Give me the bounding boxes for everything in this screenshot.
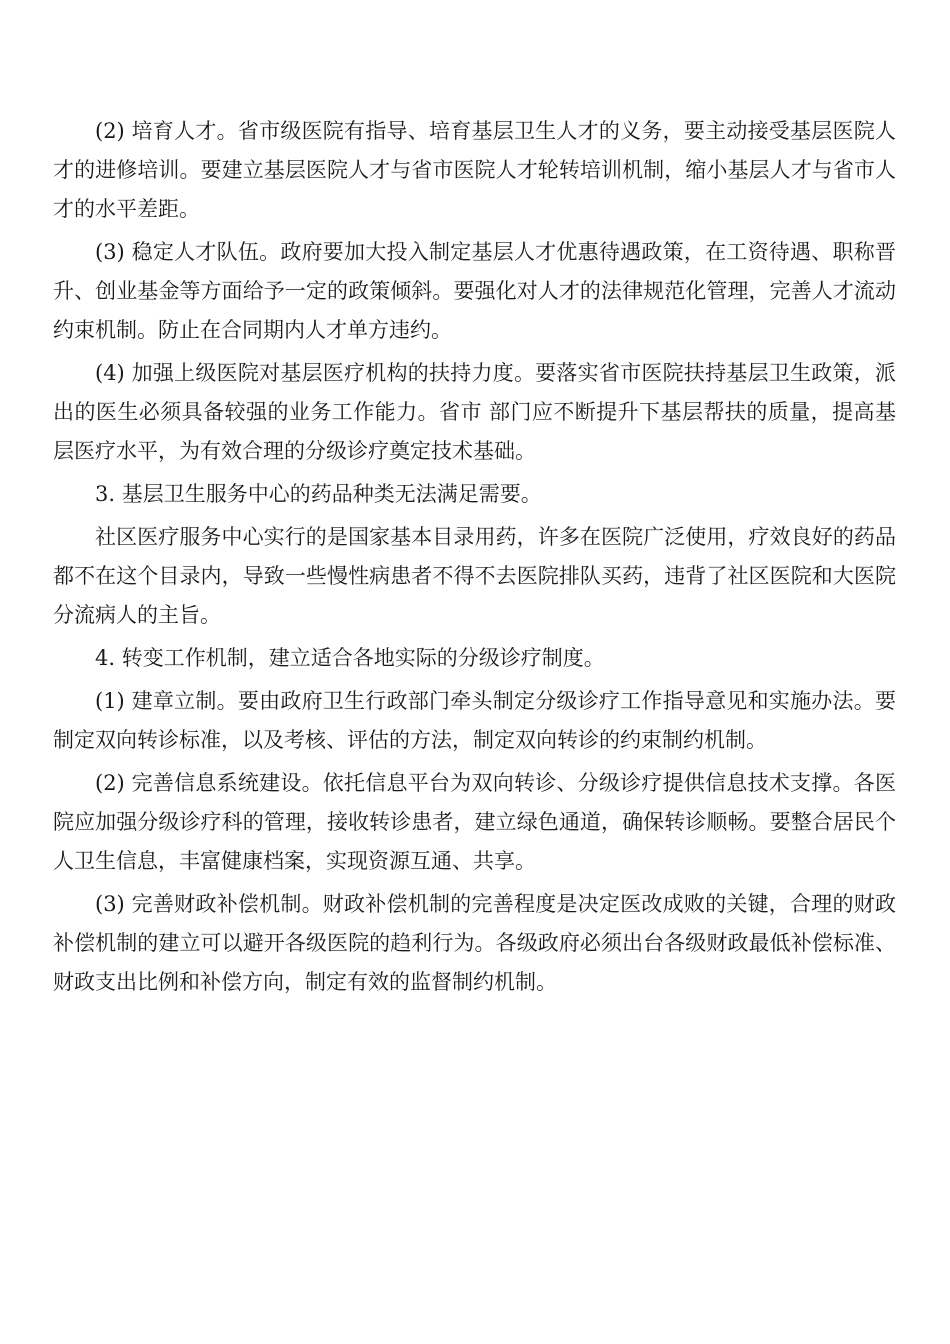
paragraph-heading-drug-types: 3. 基层卫生服务中心的药品种类无法满足需要。: [95, 482, 542, 506]
paragraph-rules-regulations: (1) 建章立制。要由政府卫生行政部门牵头制定分级诊疗工作指导意见和实施办法。要制定双向转诊标准，以及考核、评估的方法，制定双向转诊的约束制约机制。: [53, 689, 896, 752]
paragraph-strengthen-support: (4) 加强上级医院对基层医疗机构的扶持力度。要落实省市医院扶持基层卫生政策，派出的医生必须具备较强的业务工作能力。省市 部门应不断提升下基层帮扶的质量，提高基层医疗水平，为有效合理的分级诊疗奠定技术基础。: [53, 361, 896, 463]
paragraph-information-system: (2) 完善信息系统建设。依托信息平台为双向转诊、分级诊疗提供信息技术支撑。各医院应加强分级诊疗科的管理，接收转诊患者，建立绿色通道，确保转诊顺畅。要整合居民个人卫生信息，丰富健康档案，实现资源互通、共享。: [53, 771, 896, 873]
paragraph-community-drugs: 社区医疗服务中心实行的是国家基本目录用药，许多在医院广泛使用，疗效良好的药品都不在这个目录内，导致一些慢性病患者不得不去医院排队买药，违背了社区医院和大医院分流病人的主旨。: [53, 525, 896, 627]
paragraph-heading-work-mechanism: 4. 转变工作机制，建立适合各地实际的分级诊疗制度。: [95, 646, 605, 670]
paragraph-fiscal-compensation: (3) 完善财政补偿机制。财政补偿机制的完善程度是决定医改成败的关键，合理的财政补偿机制的建立可以避开各级医院的趋利行为。各级政府必须出台各级财政最低补偿标准、财政支出比例和补偿方向，制定有效的监督制约机制。: [53, 892, 896, 994]
document-body: [53, 112, 896, 1006]
paragraph-stabilize-talent: (3) 稳定人才队伍。政府要加大投入制定基层人才优惠待遇政策，在工资待遇、职称晋升、创业基金等方面给予一定的政策倾斜。要强化对人才的法律规范化管理，完善人才流动约束机制。防止在合同期内人才单方违约。: [53, 240, 896, 342]
paragraph-cultivate-talent: (2) 培育人才。省市级医院有指导、培育基层卫生人才的义务，要主动接受基层医院人才的进修培训。要建立基层医院人才与省市医院人才轮转培训机制，缩小基层人才与省市人才的水平差距。: [53, 119, 896, 221]
